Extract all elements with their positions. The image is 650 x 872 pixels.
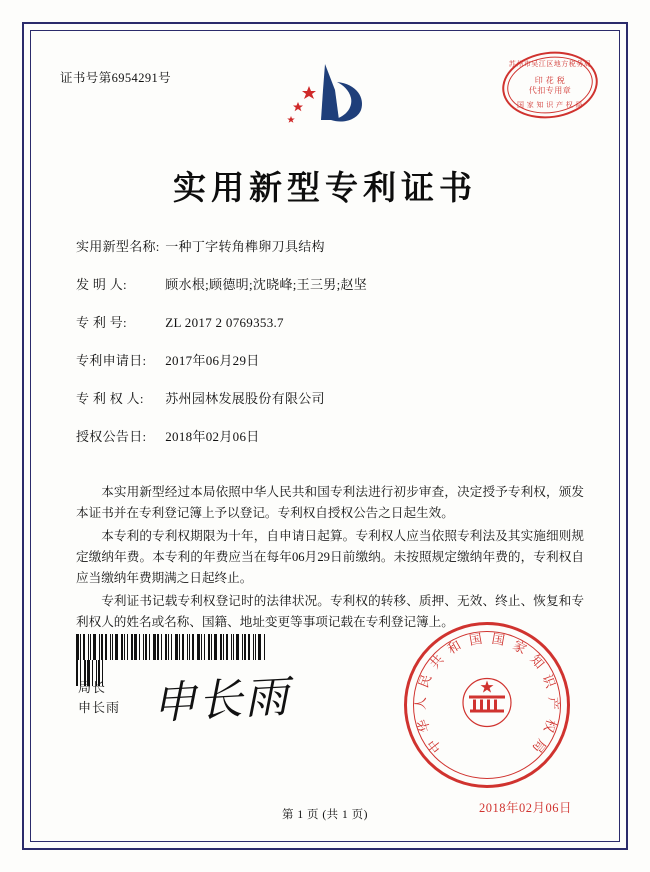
patent-office-logo-icon [265, 60, 385, 132]
seal-ring-char: 中 [424, 736, 445, 756]
barcode-bar [105, 634, 107, 660]
barcode-bar [208, 634, 210, 660]
certificate-number: 证书号第6954291号 [60, 71, 172, 85]
barcode-bar [153, 634, 156, 660]
barcode [76, 634, 268, 660]
tax-stamp-arc-bottom: 国 家 知 识 产 权 局 [517, 101, 583, 109]
barcode-bar [171, 634, 172, 660]
page-title: 实用新型专利证书 [173, 171, 477, 207]
seal-ring-char: 产 [545, 696, 562, 711]
tax-stamp-line1: 印 花 税 [534, 76, 566, 85]
barcode-bar [223, 634, 224, 660]
barcode-bar [112, 634, 113, 660]
barcode-bar [189, 634, 190, 660]
barcode-bar [201, 634, 202, 660]
field-label-name: 实用新型名称: [76, 239, 160, 254]
barcode-bar [127, 634, 128, 660]
seal-ring-char: 华 [414, 717, 434, 735]
field-value-application-date: 2017年06月29日 [165, 353, 260, 368]
barcode-bar [214, 634, 217, 660]
director-title: 局长 [78, 680, 107, 695]
field-row [76, 428, 588, 445]
seal-date: 2018年02月06日 [478, 801, 572, 815]
barcode-bar [76, 634, 79, 660]
barcode-bar [253, 634, 254, 660]
barcode-bar [93, 634, 96, 660]
director-name: 申长雨 [78, 700, 121, 715]
handwritten-signature: 申长雨 [150, 671, 292, 730]
field-value-name: 一种丁字转角榫卵刀具结构 [165, 239, 325, 254]
barcode-bar [149, 634, 150, 660]
seal-ring-char: 权 [540, 717, 560, 735]
barcode-bar [187, 634, 188, 660]
seal-ring-char: 民 [415, 672, 435, 690]
barcode-bar [101, 634, 103, 660]
barcode-bar [165, 634, 167, 660]
field-label-grant-date: 授权公告日: [76, 429, 147, 444]
field-row [76, 390, 588, 407]
barcode-bar [192, 634, 194, 660]
tax-stamp-line2: 代扣专用章 [528, 86, 572, 95]
seal-ring-char: 局 [529, 736, 550, 756]
barcode-bar [236, 634, 239, 660]
tax-stamp-arc-top: 苏州市吴江区地方税务局 [508, 60, 592, 68]
field-label-patent-no: 专 利 号: [76, 315, 127, 330]
field-row [76, 238, 588, 255]
barcode-bar [121, 634, 123, 660]
seal-ring-char: 知 [527, 651, 548, 672]
barcode-bar [115, 634, 118, 660]
barcode-bar [90, 634, 91, 660]
seal-ring-char: 共 [426, 651, 447, 672]
barcode-bar [231, 634, 232, 660]
barcode-bar [242, 634, 243, 660]
field-row [76, 352, 588, 369]
seal-ring-char: 国 [467, 630, 484, 648]
signature-block [78, 678, 120, 718]
barcode-bar [182, 634, 184, 660]
seal-ring-char: 和 [444, 637, 464, 657]
barcode-bar [131, 634, 133, 660]
legal-paragraph: 本实用新型经过本局依照中华人民共和国专利法进行初步审查，决定授予专利权，颁发本证书并在专利登记簿上予以登记。专利权自授权公告之日起生效。 [76, 485, 584, 520]
barcode-bar [161, 634, 162, 660]
barcode-bar [226, 634, 228, 660]
barcode-bar [143, 634, 144, 660]
barcode-bar [145, 634, 147, 660]
barcode-bar [168, 634, 169, 660]
barcode-bar [220, 634, 222, 660]
barcode-bar [204, 634, 205, 660]
field-label-application-date: 专利申请日: [76, 353, 147, 368]
field-value-patentee: 苏州园林发展股份有限公司 [165, 391, 325, 406]
field-value-patent-no: ZL 2017 2 0769353.7 [165, 315, 284, 330]
seal-ring-char: 人 [412, 696, 429, 711]
barcode-bar [255, 634, 256, 660]
barcode-bar [124, 634, 125, 660]
page-footer: 第 1 页 (共 1 页) [281, 809, 369, 821]
barcode-bar [211, 634, 212, 660]
barcode-bar [248, 634, 250, 660]
barcode-bar [99, 634, 100, 660]
barcode-bar [258, 634, 261, 660]
seal-ring-char: 识 [539, 672, 559, 690]
barcode-bar [179, 634, 180, 660]
legal-text [76, 482, 584, 635]
barcode-bar [88, 634, 89, 660]
field-value-inventors: 顾水根;顾德明;沈晓峰;王三男;赵坚 [165, 277, 368, 292]
field-label-patentee: 专 利 权 人: [76, 391, 144, 406]
certificate-content [42, 42, 608, 830]
barcode-bar [83, 634, 85, 660]
field-list [76, 238, 588, 466]
legal-paragraph: 专利证书记载专利权登记时的法律状况。专利权的转移、质押、无效、终止、恢复和专利权人的姓名或名称、国籍、地址变更等事项记载在专利登记簿上。 [76, 594, 584, 629]
barcode-bar [197, 634, 200, 660]
barcode-bar [134, 634, 137, 660]
field-value-grant-date: 2018年02月06日 [165, 429, 260, 444]
barcode-bar [175, 634, 178, 660]
tax-stamp [502, 52, 598, 118]
barcode-bar [110, 634, 111, 660]
barcode-bar [80, 634, 81, 660]
barcode-bar [139, 634, 140, 660]
barcode-bar [244, 634, 246, 660]
official-seal [404, 622, 570, 788]
national-emblem-icon [456, 672, 518, 739]
barcode-bar [264, 634, 265, 660]
field-row [76, 314, 588, 331]
barcode-bar [157, 634, 159, 660]
field-label-inventors: 发 明 人: [76, 277, 127, 292]
seal-ring-char: 家 [510, 637, 530, 657]
field-row [76, 276, 588, 293]
barcode-bar [233, 634, 234, 660]
seal-ring-char: 国 [490, 630, 507, 648]
legal-paragraph: 本专利的专利权期限为十年，自申请日起算。专利权人应当依照专利法及其实施细则规定缴纳年费。本专利的年费应当在每年06月29日前缴纳。未按照规定缴纳年费的，专利权自应当缴纳年费期满之日起终止。 [76, 529, 584, 585]
